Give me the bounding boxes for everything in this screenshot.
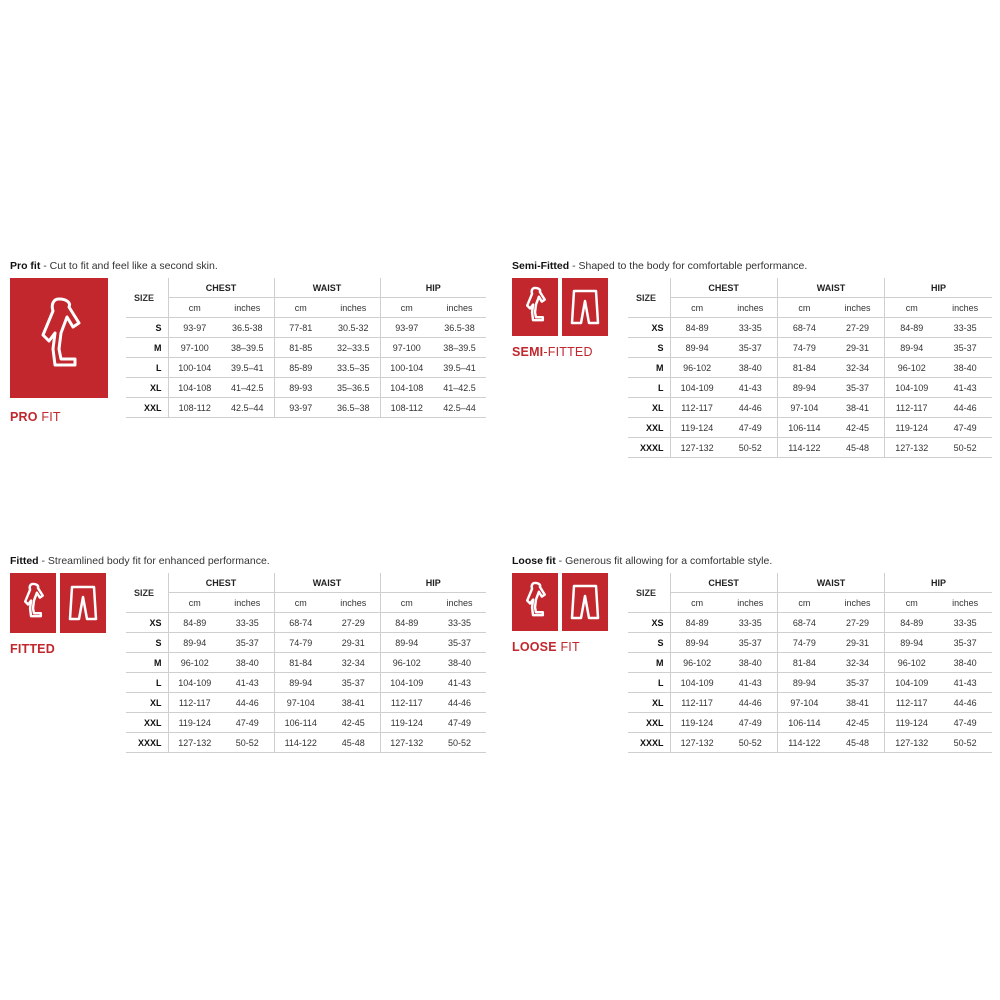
measurement-cell: 127-132	[670, 438, 724, 458]
measurement-cell: 89-94	[777, 378, 831, 398]
unit-header: inches	[221, 298, 274, 318]
size-cell: XXXL	[628, 733, 670, 753]
loose-fit-icons	[512, 573, 608, 631]
measurement-cell: 33-35	[433, 613, 486, 633]
measurement-cell: 42-45	[831, 418, 885, 438]
measurement-cell: 39.5–41	[221, 358, 274, 378]
waist-column-header: WAIST	[777, 278, 884, 298]
measurement-cell: 35-37	[724, 338, 778, 358]
measurement-cell: 29-31	[831, 338, 885, 358]
hip-column-header: HIP	[380, 278, 486, 298]
measurement-cell: 89-94	[670, 338, 724, 358]
measurement-cell: 32-34	[327, 653, 380, 673]
measurement-cell: 127-132	[168, 733, 221, 753]
measurement-cell: 104-109	[885, 378, 939, 398]
unit-header: inches	[327, 298, 380, 318]
shorts-icon	[562, 573, 608, 631]
unit-header: inches	[433, 298, 486, 318]
pro-fit-panel	[10, 260, 490, 440]
measurement-cell: 127-132	[670, 733, 724, 753]
unit-header: inches	[938, 298, 992, 318]
size-cell: XL	[628, 693, 670, 713]
measurement-cell: 100-104	[168, 358, 221, 378]
measurement-cell: 106-114	[777, 418, 831, 438]
pro-fit-heading: Pro fit - Cut to fit and feel like a second skin.	[10, 260, 218, 272]
unit-header: inches	[433, 593, 486, 613]
measurement-cell: 112-117	[885, 398, 939, 418]
measurement-cell: 89-94	[168, 633, 221, 653]
unit-header: cm	[777, 298, 831, 318]
unit-header: inches	[221, 593, 274, 613]
shirt-icon	[10, 278, 108, 398]
hip-column-header: HIP	[885, 573, 992, 593]
measurement-cell: 96-102	[885, 653, 939, 673]
measurement-cell: 36.5-38	[221, 318, 274, 338]
measurement-cell: 127-132	[380, 733, 433, 753]
measurement-cell: 47-49	[724, 418, 778, 438]
measurement-cell: 44-46	[724, 398, 778, 418]
unit-header: cm	[274, 593, 327, 613]
measurement-cell: 33-35	[724, 613, 778, 633]
measurement-cell: 89-94	[670, 633, 724, 653]
size-cell: XXL	[126, 713, 168, 733]
measurement-cell: 85-89	[274, 358, 327, 378]
measurement-cell: 104-108	[380, 378, 433, 398]
measurement-cell: 93-97	[168, 318, 221, 338]
measurement-cell: 39.5–41	[433, 358, 486, 378]
measurement-cell: 106-114	[777, 713, 831, 733]
size-cell: XL	[628, 398, 670, 418]
waist-column-header: WAIST	[777, 573, 884, 593]
chest-column-header: CHEST	[670, 278, 777, 298]
measurement-cell: 84-89	[885, 318, 939, 338]
measurement-cell: 38-40	[724, 653, 778, 673]
measurement-cell: 35-37	[831, 673, 885, 693]
unit-header: cm	[885, 298, 939, 318]
measurement-cell: 47-49	[433, 713, 486, 733]
measurement-cell: 41-43	[938, 673, 992, 693]
measurement-cell: 33-35	[221, 613, 274, 633]
size-cell: S	[628, 633, 670, 653]
measurement-cell: 84-89	[168, 613, 221, 633]
table-row	[126, 398, 486, 418]
measurement-cell: 41-43	[724, 378, 778, 398]
size-cell: XXXL	[628, 438, 670, 458]
size-cell: XXL	[628, 713, 670, 733]
measurement-cell: 89-94	[777, 673, 831, 693]
table-row	[126, 318, 486, 338]
table-row	[628, 338, 992, 358]
measurement-cell: 108-112	[380, 398, 433, 418]
measurement-cell: 42-45	[327, 713, 380, 733]
measurement-cell: 35-37	[221, 633, 274, 653]
measurement-cell: 35-37	[938, 633, 992, 653]
measurement-cell: 50-52	[433, 733, 486, 753]
measurement-cell: 89-94	[380, 633, 433, 653]
size-cell: M	[126, 653, 168, 673]
unit-header: inches	[724, 298, 778, 318]
unit-header: cm	[168, 593, 221, 613]
table-row	[126, 653, 486, 673]
measurement-cell: 104-109	[380, 673, 433, 693]
measurement-cell: 29-31	[327, 633, 380, 653]
measurement-cell: 35-37	[938, 338, 992, 358]
measurement-cell: 112-117	[885, 693, 939, 713]
table-row	[628, 673, 992, 693]
measurement-cell: 35–36.5	[327, 378, 380, 398]
measurement-cell: 44-46	[433, 693, 486, 713]
size-cell: XS	[628, 613, 670, 633]
measurement-cell: 89-93	[274, 378, 327, 398]
measurement-cell: 38-41	[831, 398, 885, 418]
measurement-cell: 114-122	[274, 733, 327, 753]
shirt-icon	[512, 573, 558, 631]
size-cell: M	[628, 358, 670, 378]
measurement-cell: 36.5–38	[327, 398, 380, 418]
chest-column-header: CHEST	[168, 573, 274, 593]
measurement-cell: 104-109	[885, 673, 939, 693]
measurement-cell: 104-109	[670, 673, 724, 693]
unit-header: cm	[380, 593, 433, 613]
measurement-cell: 96-102	[168, 653, 221, 673]
measurement-cell: 38-40	[221, 653, 274, 673]
size-cell: M	[126, 338, 168, 358]
measurement-cell: 89-94	[274, 673, 327, 693]
measurement-cell: 81-84	[777, 358, 831, 378]
table-row	[126, 713, 486, 733]
measurement-cell: 89-94	[885, 633, 939, 653]
measurement-cell: 119-124	[380, 713, 433, 733]
table-row	[628, 378, 992, 398]
measurement-cell: 38–39.5	[221, 338, 274, 358]
measurement-cell: 84-89	[670, 318, 724, 338]
size-cell: XXL	[126, 398, 168, 418]
measurement-cell: 74-79	[777, 633, 831, 653]
size-cell: M	[628, 653, 670, 673]
size-cell: S	[126, 318, 168, 338]
measurement-cell: 36.5-38	[433, 318, 486, 338]
semi-fitted-size-table	[628, 278, 992, 458]
measurement-cell: 112-117	[168, 693, 221, 713]
table-row	[628, 398, 992, 418]
table-row	[628, 653, 992, 673]
pro-fit-label: PRO FIT	[10, 410, 61, 424]
measurement-cell: 50-52	[724, 438, 778, 458]
unit-header: cm	[380, 298, 433, 318]
pro-fit-icons	[10, 278, 108, 398]
measurement-cell: 114-122	[777, 438, 831, 458]
table-row	[628, 318, 992, 338]
measurement-cell: 33-35	[724, 318, 778, 338]
size-cell: XS	[628, 318, 670, 338]
size-column-header: SIZE	[628, 278, 670, 318]
measurement-cell: 44-46	[724, 693, 778, 713]
size-cell: S	[126, 633, 168, 653]
measurement-cell: 38-40	[433, 653, 486, 673]
measurement-cell: 47-49	[938, 713, 992, 733]
measurement-cell: 97-104	[777, 693, 831, 713]
measurement-cell: 44-46	[938, 398, 992, 418]
measurement-cell: 50-52	[724, 733, 778, 753]
fitted-heading: Fitted - Streamlined body fit for enhanced performance.	[10, 555, 270, 567]
measurement-cell: 50-52	[221, 733, 274, 753]
measurement-cell: 93-97	[380, 318, 433, 338]
measurement-cell: 68-74	[274, 613, 327, 633]
chest-column-header: CHEST	[168, 278, 274, 298]
fitted-panel	[10, 555, 490, 755]
semi-fitted-heading: Semi-Fitted - Shaped to the body for comfortable performance.	[512, 260, 808, 272]
unit-header: cm	[168, 298, 221, 318]
measurement-cell: 127-132	[885, 438, 939, 458]
unit-header: cm	[777, 593, 831, 613]
size-column-header: SIZE	[126, 278, 168, 318]
measurement-cell: 45-48	[831, 733, 885, 753]
measurement-cell: 42.5–44	[221, 398, 274, 418]
measurement-cell: 119-124	[670, 418, 724, 438]
size-column-header: SIZE	[126, 573, 168, 613]
measurement-cell: 81-84	[777, 653, 831, 673]
measurement-cell: 97-100	[380, 338, 433, 358]
measurement-cell: 119-124	[670, 713, 724, 733]
measurement-cell: 38-40	[938, 653, 992, 673]
size-cell: L	[126, 673, 168, 693]
measurement-cell: 41-43	[724, 673, 778, 693]
measurement-cell: 114-122	[777, 733, 831, 753]
table-row	[126, 733, 486, 753]
measurement-cell: 33-35	[938, 318, 992, 338]
measurement-cell: 104-108	[168, 378, 221, 398]
measurement-cell: 119-124	[168, 713, 221, 733]
measurement-cell: 32–33.5	[327, 338, 380, 358]
waist-column-header: WAIST	[274, 278, 380, 298]
measurement-cell: 35-37	[724, 633, 778, 653]
chest-column-header: CHEST	[670, 573, 777, 593]
size-column-header: SIZE	[628, 573, 670, 613]
table-row	[628, 633, 992, 653]
size-cell: XL	[126, 693, 168, 713]
measurement-cell: 112-117	[380, 693, 433, 713]
shorts-icon	[562, 278, 608, 336]
measurement-cell: 84-89	[380, 613, 433, 633]
measurement-cell: 93-97	[274, 398, 327, 418]
measurement-cell: 30.5-32	[327, 318, 380, 338]
measurement-cell: 47-49	[221, 713, 274, 733]
size-cell: XXXL	[126, 733, 168, 753]
measurement-cell: 47-49	[724, 713, 778, 733]
semi-fitted-icons	[512, 278, 608, 336]
size-cell: L	[628, 673, 670, 693]
table-row	[126, 338, 486, 358]
measurement-cell: 108-112	[168, 398, 221, 418]
measurement-cell: 38–39.5	[433, 338, 486, 358]
unit-header: inches	[831, 298, 885, 318]
size-cell: XXL	[628, 418, 670, 438]
waist-column-header: WAIST	[274, 573, 380, 593]
measurement-cell: 47-49	[938, 418, 992, 438]
unit-header: inches	[831, 593, 885, 613]
measurement-cell: 35-37	[831, 378, 885, 398]
measurement-cell: 84-89	[670, 613, 724, 633]
table-row	[628, 418, 992, 438]
fitted-icons	[10, 573, 106, 633]
measurement-cell: 38-41	[327, 693, 380, 713]
measurement-cell: 81-84	[274, 653, 327, 673]
measurement-cell: 68-74	[777, 613, 831, 633]
measurement-cell: 41-43	[433, 673, 486, 693]
table-row	[628, 693, 992, 713]
measurement-cell: 112-117	[670, 398, 724, 418]
table-row	[126, 673, 486, 693]
measurement-cell: 32-34	[831, 358, 885, 378]
measurement-cell: 84-89	[885, 613, 939, 633]
table-row	[126, 613, 486, 633]
fitted-label: FITTED	[10, 642, 55, 656]
size-cell: XS	[126, 613, 168, 633]
table-row	[628, 358, 992, 378]
measurement-cell: 77-81	[274, 318, 327, 338]
fitted-size-table	[126, 573, 486, 753]
semi-fitted-panel	[512, 260, 992, 460]
shirt-icon	[512, 278, 558, 336]
shirt-icon	[10, 573, 56, 633]
unit-header: cm	[274, 298, 327, 318]
measurement-cell: 38-40	[724, 358, 778, 378]
table-row	[126, 378, 486, 398]
table-row	[126, 358, 486, 378]
measurement-cell: 33-35	[938, 613, 992, 633]
size-cell: XL	[126, 378, 168, 398]
measurement-cell: 104-109	[168, 673, 221, 693]
measurement-cell: 74-79	[777, 338, 831, 358]
measurement-cell: 97-104	[777, 398, 831, 418]
measurement-cell: 44-46	[938, 693, 992, 713]
measurement-cell: 41-43	[221, 673, 274, 693]
measurement-cell: 42.5–44	[433, 398, 486, 418]
hip-column-header: HIP	[380, 573, 486, 593]
table-row	[628, 713, 992, 733]
measurement-cell: 38-40	[938, 358, 992, 378]
shorts-icon	[60, 573, 106, 633]
table-row	[126, 693, 486, 713]
measurement-cell: 81-85	[274, 338, 327, 358]
unit-header: inches	[724, 593, 778, 613]
measurement-cell: 38-41	[831, 693, 885, 713]
loose-fit-label: LOOSE FIT	[512, 640, 580, 654]
measurement-cell: 42-45	[831, 713, 885, 733]
measurement-cell: 89-94	[885, 338, 939, 358]
unit-header: cm	[885, 593, 939, 613]
measurement-cell: 96-102	[380, 653, 433, 673]
measurement-cell: 97-104	[274, 693, 327, 713]
measurement-cell: 27-29	[831, 613, 885, 633]
unit-header: cm	[670, 298, 724, 318]
size-cell: S	[628, 338, 670, 358]
measurement-cell: 27-29	[327, 613, 380, 633]
semi-fitted-label: SEMI-FITTED	[512, 345, 593, 359]
size-cell: L	[628, 378, 670, 398]
table-row	[628, 438, 992, 458]
loose-fit-size-table	[628, 573, 992, 753]
measurement-cell: 119-124	[885, 418, 939, 438]
hip-column-header: HIP	[885, 278, 992, 298]
unit-header: inches	[938, 593, 992, 613]
measurement-cell: 74-79	[274, 633, 327, 653]
measurement-cell: 50-52	[938, 733, 992, 753]
unit-header: inches	[327, 593, 380, 613]
measurement-cell: 97-100	[168, 338, 221, 358]
measurement-cell: 112-117	[670, 693, 724, 713]
loose-fit-panel	[512, 555, 992, 755]
measurement-cell: 96-102	[670, 653, 724, 673]
measurement-cell: 50-52	[938, 438, 992, 458]
measurement-cell: 96-102	[670, 358, 724, 378]
measurement-cell: 35-37	[433, 633, 486, 653]
measurement-cell: 29-31	[831, 633, 885, 653]
table-row	[628, 613, 992, 633]
measurement-cell: 41–42.5	[433, 378, 486, 398]
measurement-cell: 41-43	[938, 378, 992, 398]
measurement-cell: 32-34	[831, 653, 885, 673]
measurement-cell: 33.5–35	[327, 358, 380, 378]
measurement-cell: 35-37	[327, 673, 380, 693]
measurement-cell: 27-29	[831, 318, 885, 338]
measurement-cell: 127-132	[885, 733, 939, 753]
measurement-cell: 119-124	[885, 713, 939, 733]
measurement-cell: 41–42.5	[221, 378, 274, 398]
pro-fit-size-table	[126, 278, 486, 418]
unit-header: cm	[670, 593, 724, 613]
measurement-cell: 68-74	[777, 318, 831, 338]
measurement-cell: 96-102	[885, 358, 939, 378]
measurement-cell: 106-114	[274, 713, 327, 733]
measurement-cell: 45-48	[327, 733, 380, 753]
loose-fit-heading: Loose fit - Generous fit allowing for a comfortable style.	[512, 555, 773, 567]
table-row	[628, 733, 992, 753]
table-row	[126, 633, 486, 653]
size-cell: L	[126, 358, 168, 378]
measurement-cell: 44-46	[221, 693, 274, 713]
measurement-cell: 45-48	[831, 438, 885, 458]
measurement-cell: 104-109	[670, 378, 724, 398]
measurement-cell: 100-104	[380, 358, 433, 378]
